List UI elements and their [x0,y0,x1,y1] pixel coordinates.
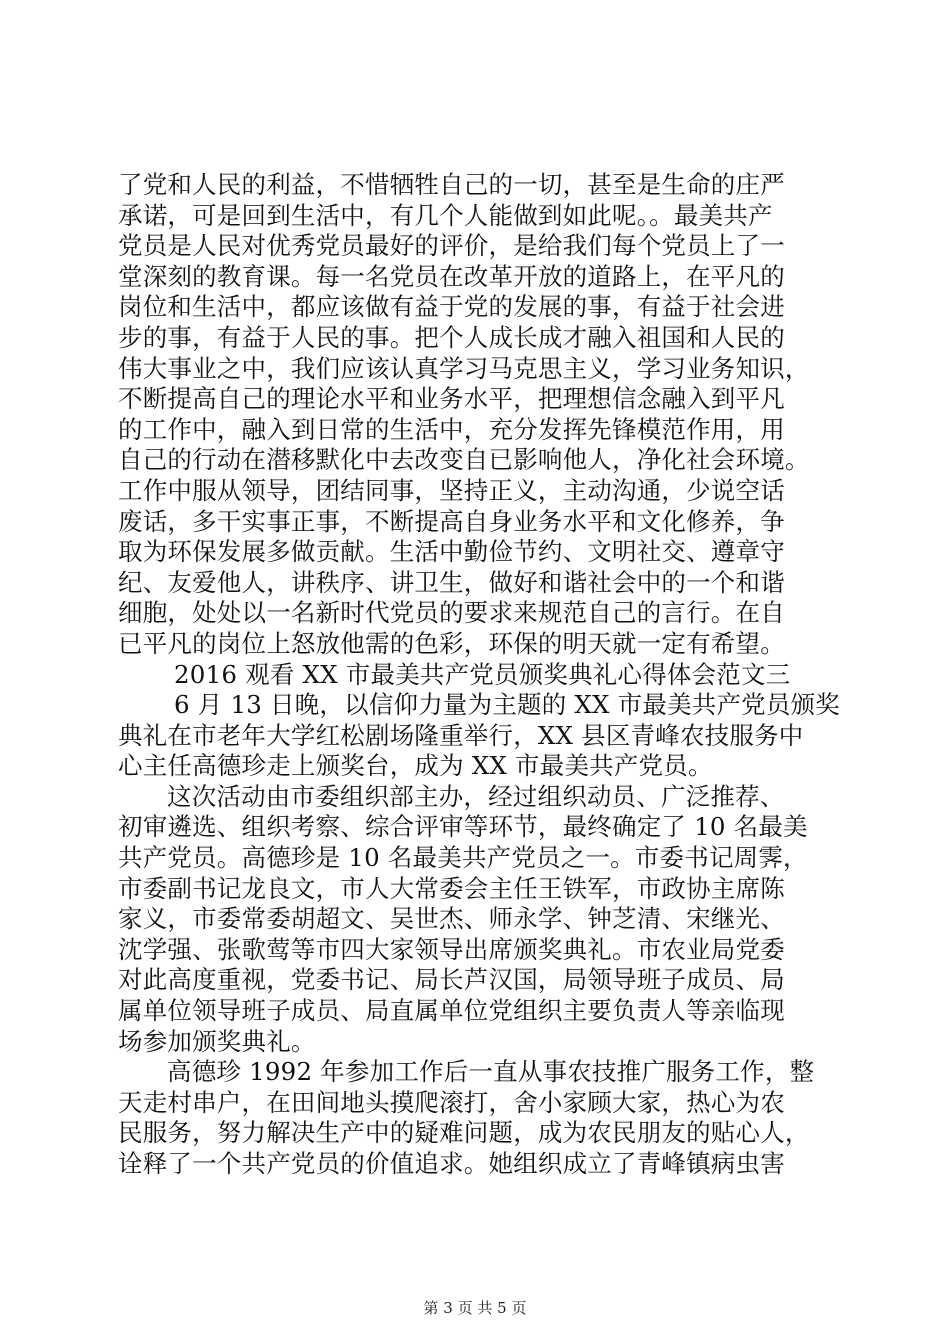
text-line: 细胞，处处以一名新时代党员的要求来规范自己的言行。在自 [118,598,785,628]
text-line: 了党和人民的利益，不惜牺牲自己的一切，甚至是生命的庄严 [118,170,785,199]
text-line: 堂深刻的教育课。每一名党员在改革开放的道路上，在平凡的 [118,261,785,291]
text-line: 家义，市委常委胡超文、吴世杰、师永学、钟芝清、宋继光、 [118,904,785,934]
section-title: 2016 观看 XX 市最美共产党员颁奖典礼心得体会范文三 [174,659,791,689]
text-line: 工作中服从领导，团结同事，坚持正义，主动沟通，少说空话 [118,475,785,505]
text-line: 自己的行动在潜移默化中去改变自已影响他人，净化社会环境。 [118,445,810,475]
text-line: 已平凡的岗位上怒放他需的色彩，环保的明天就一定有希望。 [118,628,785,658]
text-line: 伟大事业之中，我们应该认真学习马克思主义，学习业务知识， [118,353,810,383]
text-line: 纪、友爱他人，讲秩序、讲卫生，做好和谐社会中的一个和谐 [118,567,785,597]
text-line: 党员是人民对优秀党员最好的评价，是给我们每个党员上了一 [118,231,785,261]
text-line: 步的事，有益于人民的事。把个人成长成才融入祖国和人民的 [118,322,785,352]
text-line: 场参加颁奖典礼。 [118,1026,316,1056]
text-line: 典礼在市老年大学红松剧场隆重举行，XX 县区青峰农技服务中 [118,720,804,750]
text-line: 取为环保发展多做贡献。生活中勤俭节约、文明社交、遵章守 [118,537,785,567]
text-line: 不断提高自己的理论水平和业务水平，把理想信念融入到平凡 [118,384,785,414]
text-line: 市委副书记龙良文，市人大常委会主任王铁军，市政协主席陈 [118,873,785,903]
page-footer: 第 3 页 共 5 页 [423,1299,527,1317]
text-line: 这次活动由市委组织部主办，经过组织动员、广泛推荐、 [167,781,785,811]
text-line: 属单位领导班子成员、局直属单位党组织主要负责人等亲临现 [118,996,785,1026]
document-body [118,170,838,1180]
text-line: 诠释了一个共产党员的价值追求。她组织成立了青峰镇病虫害 [118,1149,785,1178]
text-line: 心主任高德珍走上颁奖台，成为 XX 市最美共产党员。 [118,751,713,781]
text-line: 对此高度重视，党委书记、局长芦汉国，局领导班子成员、局 [118,965,785,995]
text-line: 沈学强、张歌莺等市四大家领导出席颁奖典礼。市农业局党委 [118,934,785,964]
text-line: 天走村串户，在田间地头摸爬滚打，舍小家顾大家，热心为农 [118,1087,785,1117]
text-line: 民服务，努力解决生产中的疑难问题，成为农民朋友的贴心人， [118,1118,810,1148]
text-line: 承诺，可是回到生活中，有几个人能做到如此呢。。最美共产 [118,200,773,230]
text-line: 的工作中，融入到日常的生活中，充分发挥先锋模范作用，用 [118,414,785,444]
text-line: 岗位和生活中，都应该做有益于党的发展的事，有益于社会进 [118,292,785,322]
text-line: 高德珍 1992 年参加工作后一直从事农技推广服务工作，整 [167,1057,815,1087]
text-line: 初审遴选、组织考察、综合评审等环节，最终确定了 10 名最美 [118,812,808,842]
text-line: 废话，多干实事正事，不断提高自身业务水平和文化修养，争 [118,506,785,536]
text-line: 共产党员。高德珍是 10 名最美共产党员之一。市委书记周霁， [118,843,808,873]
text-line: 6 月 13 日晚，以信仰力量为主题的 XX 市最美共产党员颁奖 [174,690,840,720]
